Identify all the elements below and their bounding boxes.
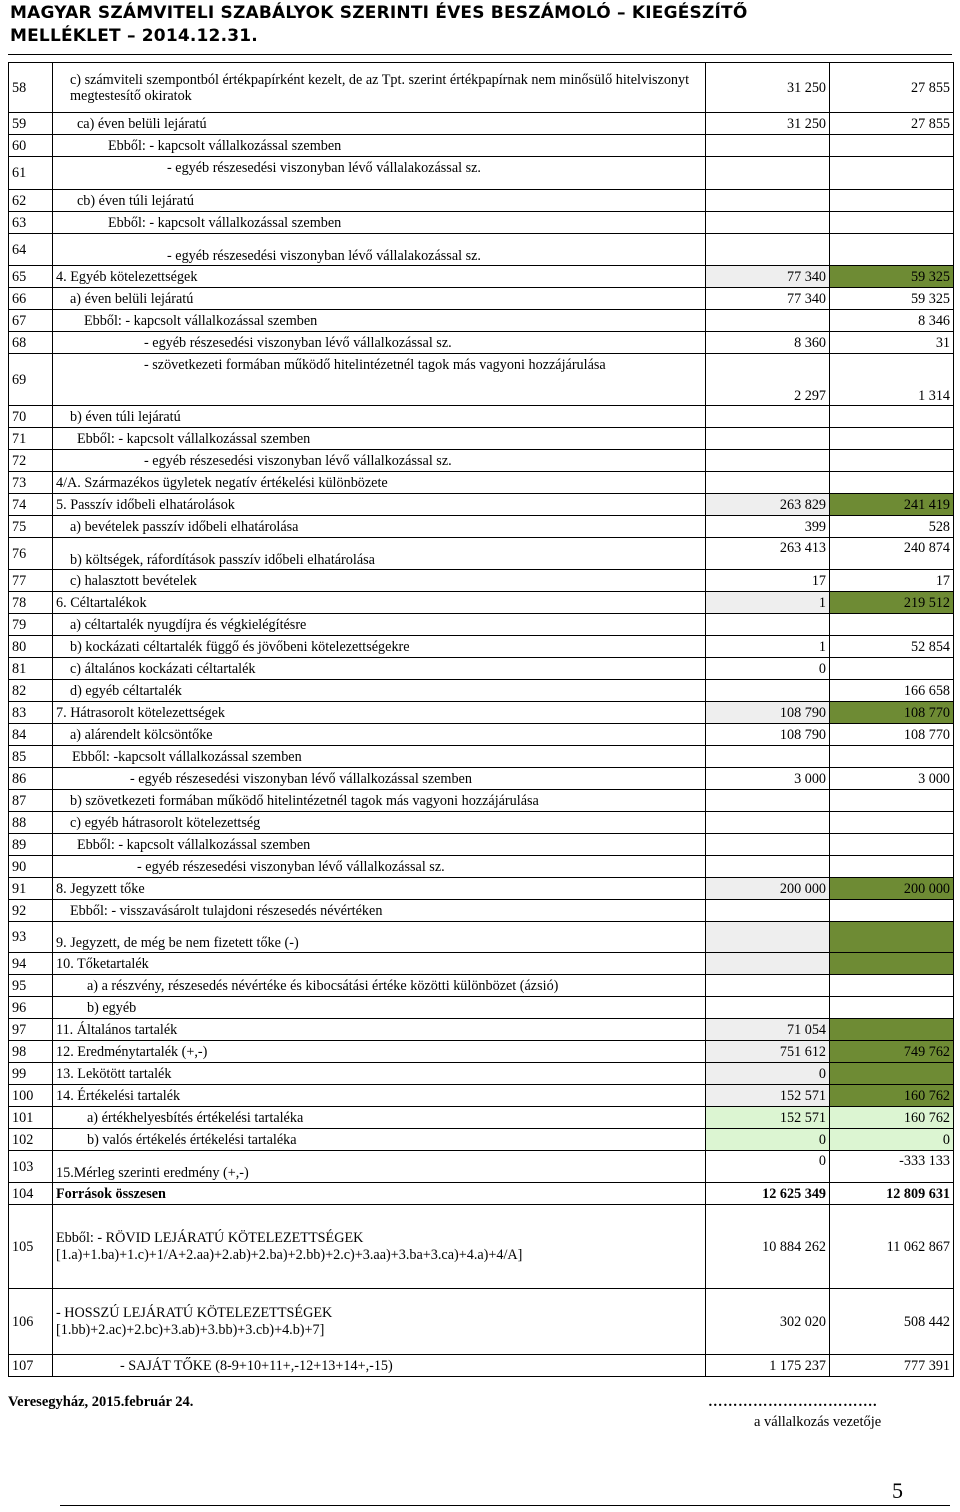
value-current-year: 12 809 631 — [830, 1183, 954, 1205]
value-previous-year — [706, 428, 830, 450]
row-number: 103 — [9, 1151, 53, 1183]
row-label: - HOSSZÚ LEJÁRATÚ KÖTELEZETTSÉGEK [1.bb)+2.ac)+2.bc)+3.ab)+3.bb)+3.cb)+4.b)+7] — [53, 1289, 706, 1355]
value-current-year: 160 762 — [830, 1085, 954, 1107]
row-number: 70 — [9, 406, 53, 428]
table-row — [9, 157, 954, 190]
row-number: 97 — [9, 1019, 53, 1041]
value-current-year: 108 770 — [830, 702, 954, 724]
page-number: 5 — [892, 1478, 903, 1503]
row-number: 100 — [9, 1085, 53, 1107]
value-previous-year — [706, 953, 830, 975]
table-row — [9, 975, 954, 997]
value-current-year: 219 512 — [830, 592, 954, 614]
value-current-year — [830, 135, 954, 157]
value-current-year — [830, 190, 954, 212]
value-previous-year: 302 020 — [706, 1289, 830, 1355]
value-previous-year: 3 000 — [706, 768, 830, 790]
table-row — [9, 1205, 954, 1289]
value-previous-year — [706, 450, 830, 472]
value-previous-year: 2 297 — [706, 354, 830, 406]
row-label: 13. Lekötött tartalék — [53, 1063, 706, 1085]
value-current-year — [830, 997, 954, 1019]
table-row — [9, 856, 954, 878]
row-label: Ebből: - visszavásárolt tulajdoni részesedés névértéken — [53, 900, 706, 922]
row-label: - szövetkezeti formában működő hitelintézetnél tagok más vagyoni hozzájárulása — [53, 354, 706, 406]
row-number: 62 — [9, 190, 53, 212]
table-row — [9, 614, 954, 636]
table-row — [9, 680, 954, 702]
value-current-year: 200 000 — [830, 878, 954, 900]
value-previous-year — [706, 310, 830, 332]
value-current-year: 160 762 — [830, 1107, 954, 1129]
row-label: a) értékhelyesbítés értékelési tartaléka — [53, 1107, 706, 1129]
table-row — [9, 1107, 954, 1129]
value-previous-year: 108 790 — [706, 724, 830, 746]
value-previous-year — [706, 190, 830, 212]
value-current-year: 108 770 — [830, 724, 954, 746]
value-previous-year — [706, 406, 830, 428]
row-number: 88 — [9, 812, 53, 834]
value-current-year: 749 762 — [830, 1041, 954, 1063]
table-row — [9, 332, 954, 354]
row-label: Ebből: - kapcsolt vállalkozással szemben — [53, 428, 706, 450]
table-row — [9, 234, 954, 266]
row-label: 4/A. Származékos ügyletek negatív értékelési különbözete — [53, 472, 706, 494]
table-row — [9, 1129, 954, 1151]
value-current-year — [830, 790, 954, 812]
value-current-year — [830, 975, 954, 997]
row-label: a) a részvény, részesedés névértéke és kibocsátási értéke közötti különbözet (ázsió) — [53, 975, 706, 997]
row-number: 65 — [9, 266, 53, 288]
value-previous-year: 1 — [706, 592, 830, 614]
row-label: b) kockázati céltartalék függő és jövőbeni kötelezettségekre — [53, 636, 706, 658]
value-current-year: 777 391 — [830, 1355, 954, 1377]
row-number: 72 — [9, 450, 53, 472]
row-number: 92 — [9, 900, 53, 922]
row-label: Ebből: - RÖVID LEJÁRATÚ KÖTELEZETTSÉGEK [1.a)+1.ba)+1.c)+1/A+2.aa)+2.ab)+2.ba)+2.bb)+2.c)+3.aa)+3.ba+3.ca)+4.a)+4/A] — [53, 1205, 706, 1289]
row-number: 73 — [9, 472, 53, 494]
row-label: - egyéb részesedési viszonyban lévő vállalkozással sz. — [53, 450, 706, 472]
value-previous-year — [706, 614, 830, 636]
row-number: 106 — [9, 1289, 53, 1355]
value-current-year: -333 133 — [830, 1151, 954, 1183]
row-label: 14. Értékelési tartalék — [53, 1085, 706, 1107]
row-label: 7. Hátrasorolt kötelezettségek — [53, 702, 706, 724]
header-title-line1: MAGYAR SZÁMVITELI SZABÁLYOK SZERINTI ÉVES BESZÁMOLÓ – KIEGÉSZÍTŐ — [10, 3, 748, 23]
table-row — [9, 288, 954, 310]
row-label: 11. Általános tartalék — [53, 1019, 706, 1041]
value-current-year — [830, 746, 954, 768]
value-current-year — [830, 428, 954, 450]
value-current-year — [830, 614, 954, 636]
row-label: c) általános kockázati céltartalék — [53, 658, 706, 680]
value-current-year — [830, 834, 954, 856]
value-previous-year: 0 — [706, 658, 830, 680]
row-number: 87 — [9, 790, 53, 812]
value-current-year: 59 325 — [830, 266, 954, 288]
table-row — [9, 1289, 954, 1355]
row-number: 71 — [9, 428, 53, 450]
value-previous-year: 1 — [706, 636, 830, 658]
row-number: 76 — [9, 538, 53, 570]
value-current-year: 1 314 — [830, 354, 954, 406]
row-label: Ebből: - kapcsolt vállalkozással szemben — [53, 310, 706, 332]
row-number: 68 — [9, 332, 53, 354]
value-current-year: 0 — [830, 1129, 954, 1151]
value-previous-year — [706, 157, 830, 190]
value-current-year: 11 062 867 — [830, 1205, 954, 1289]
header-title-line2: MELLÉKLET – 2014.12.31. — [10, 26, 258, 46]
table-row — [9, 592, 954, 614]
table-row — [9, 494, 954, 516]
row-label: Ebből: - kapcsolt vállalkozással szemben — [53, 834, 706, 856]
row-number: 91 — [9, 878, 53, 900]
row-number: 58 — [9, 63, 53, 113]
value-current-year — [830, 812, 954, 834]
table-row — [9, 900, 954, 922]
value-current-year — [830, 450, 954, 472]
value-current-year — [830, 157, 954, 190]
row-label: a) bevételek passzív időbeli elhatárolása — [53, 516, 706, 538]
balance-sheet-table — [8, 62, 954, 1377]
row-label: Ebből: -kapcsolt vállalkozással szemben — [53, 746, 706, 768]
table-row — [9, 997, 954, 1019]
row-label: c) halasztott bevételek — [53, 570, 706, 592]
value-previous-year — [706, 856, 830, 878]
row-label: b) éven túli lejáratú — [53, 406, 706, 428]
row-number: 102 — [9, 1129, 53, 1151]
row-label: 6. Céltartalékok — [53, 592, 706, 614]
table-row — [9, 834, 954, 856]
value-previous-year: 71 054 — [706, 1019, 830, 1041]
value-previous-year — [706, 135, 830, 157]
row-label: Ebből: - kapcsolt vállalkozással szemben — [53, 212, 706, 234]
row-number: 59 — [9, 113, 53, 135]
table-row — [9, 812, 954, 834]
value-current-year — [830, 472, 954, 494]
value-previous-year — [706, 812, 830, 834]
footer-rule — [60, 1505, 950, 1506]
row-number: 90 — [9, 856, 53, 878]
row-label: - SAJÁT TŐKE (8-9+10+11+,-12+13+14+,-15) — [53, 1355, 706, 1377]
value-current-year — [830, 212, 954, 234]
row-number: 63 — [9, 212, 53, 234]
value-previous-year — [706, 212, 830, 234]
table-row — [9, 1085, 954, 1107]
value-previous-year — [706, 922, 830, 953]
value-previous-year: 108 790 — [706, 702, 830, 724]
table-row — [9, 1063, 954, 1085]
row-label: 9. Jegyzett, de még be nem fizetett tőke (-) — [53, 922, 706, 953]
value-current-year: 52 854 — [830, 636, 954, 658]
value-current-year: 240 874 — [830, 538, 954, 570]
table-row — [9, 190, 954, 212]
value-previous-year: 0 — [706, 1063, 830, 1085]
row-label: c) számviteli szempontból értékpapírként kezelt, de az Tpt. szerint értékpapírnak nem minősülő hitelviszonyt megtestesítő okiratok — [53, 63, 706, 113]
row-label: Források összesen — [53, 1183, 706, 1205]
table-row — [9, 1151, 954, 1183]
table-row — [9, 63, 954, 113]
value-previous-year: 751 612 — [706, 1041, 830, 1063]
value-previous-year: 0 — [706, 1129, 830, 1151]
row-label: d) egyéb céltartalék — [53, 680, 706, 702]
row-number: 82 — [9, 680, 53, 702]
table-row — [9, 212, 954, 234]
value-current-year — [830, 658, 954, 680]
row-number: 78 — [9, 592, 53, 614]
value-previous-year: 152 571 — [706, 1107, 830, 1129]
row-label: a) éven belüli lejáratú — [53, 288, 706, 310]
place-date: Veresegyház, 2015.február 24. — [8, 1394, 194, 1410]
row-number: 83 — [9, 702, 53, 724]
row-number: 60 — [9, 135, 53, 157]
value-previous-year — [706, 790, 830, 812]
value-current-year — [830, 1019, 954, 1041]
row-label: - egyéb részesedési viszonyban lévő vállalkozással szemben — [53, 768, 706, 790]
row-number: 101 — [9, 1107, 53, 1129]
table-row — [9, 724, 954, 746]
row-label: - egyéb részesedési viszonyban lévő vállalkozással sz. — [53, 332, 706, 354]
row-label: Ebből: - kapcsolt vállalkozással szemben — [53, 135, 706, 157]
row-number: 64 — [9, 234, 53, 266]
value-current-year: 31 — [830, 332, 954, 354]
row-label: 12. Eredménytartalék (+,-) — [53, 1041, 706, 1063]
value-current-year: 166 658 — [830, 680, 954, 702]
value-current-year — [830, 856, 954, 878]
value-current-year: 528 — [830, 516, 954, 538]
value-previous-year: 200 000 — [706, 878, 830, 900]
row-number: 67 — [9, 310, 53, 332]
row-number: 96 — [9, 997, 53, 1019]
row-label: a) alárendelt kölcsöntőke — [53, 724, 706, 746]
value-previous-year: 152 571 — [706, 1085, 830, 1107]
value-previous-year — [706, 234, 830, 266]
value-current-year — [830, 1063, 954, 1085]
table-row — [9, 658, 954, 680]
table-row — [9, 428, 954, 450]
row-number: 104 — [9, 1183, 53, 1205]
row-label: 4. Egyéb kötelezettségek — [53, 266, 706, 288]
signature-label: a vállalkozás vezetője — [754, 1414, 882, 1430]
table-row — [9, 450, 954, 472]
row-number: 79 — [9, 614, 53, 636]
row-label: - egyéb részesedési viszonyban lévő vállalkozással sz. — [53, 856, 706, 878]
value-previous-year: 263 413 — [706, 538, 830, 570]
row-label: c) egyéb hátrasorolt kötelezettség — [53, 812, 706, 834]
table-row — [9, 472, 954, 494]
value-previous-year — [706, 680, 830, 702]
row-number: 66 — [9, 288, 53, 310]
row-number: 81 — [9, 658, 53, 680]
row-number: 75 — [9, 516, 53, 538]
table-row — [9, 1355, 954, 1377]
row-label: cb) éven túli lejáratú — [53, 190, 706, 212]
value-previous-year: 10 884 262 — [706, 1205, 830, 1289]
table-row — [9, 746, 954, 768]
value-previous-year: 31 250 — [706, 113, 830, 135]
value-previous-year: 31 250 — [706, 63, 830, 113]
table-row — [9, 878, 954, 900]
table-row — [9, 310, 954, 332]
value-previous-year — [706, 746, 830, 768]
value-current-year: 27 855 — [830, 63, 954, 113]
value-previous-year: 77 340 — [706, 288, 830, 310]
table-row — [9, 702, 954, 724]
document-header — [10, 2, 950, 48]
value-current-year: 59 325 — [830, 288, 954, 310]
table-row — [9, 636, 954, 658]
row-number: 107 — [9, 1355, 53, 1377]
value-previous-year — [706, 975, 830, 997]
value-previous-year — [706, 834, 830, 856]
row-number: 86 — [9, 768, 53, 790]
value-current-year: 8 346 — [830, 310, 954, 332]
value-current-year: 241 419 — [830, 494, 954, 516]
table-row — [9, 1183, 954, 1205]
value-previous-year: 1 175 237 — [706, 1355, 830, 1377]
row-label: b) valós értékelés értékelési tartaléka — [53, 1129, 706, 1151]
row-number: 85 — [9, 746, 53, 768]
value-current-year — [830, 922, 954, 953]
table-row — [9, 953, 954, 975]
row-number: 74 — [9, 494, 53, 516]
row-label: 8. Jegyzett tőke — [53, 878, 706, 900]
value-previous-year: 0 — [706, 1151, 830, 1183]
value-previous-year: 17 — [706, 570, 830, 592]
row-label: b) szövetkezeti formában működő hitelintézetnél tagok más vagyoni hozzájárulása — [53, 790, 706, 812]
value-current-year — [830, 406, 954, 428]
row-number: 80 — [9, 636, 53, 658]
value-previous-year — [706, 900, 830, 922]
value-current-year — [830, 953, 954, 975]
header-divider — [8, 54, 952, 55]
table-row — [9, 1019, 954, 1041]
row-label: a) céltartalék nyugdíjra és végkielégítésre — [53, 614, 706, 636]
table-row — [9, 538, 954, 570]
value-previous-year: 263 829 — [706, 494, 830, 516]
row-label: - egyéb részesedési viszonyban lévő vállalakozással sz. — [53, 234, 706, 266]
value-previous-year: 399 — [706, 516, 830, 538]
value-previous-year — [706, 997, 830, 1019]
value-previous-year: 8 360 — [706, 332, 830, 354]
table-row — [9, 768, 954, 790]
row-number: 99 — [9, 1063, 53, 1085]
table-row — [9, 354, 954, 406]
row-number: 105 — [9, 1205, 53, 1289]
table-row — [9, 516, 954, 538]
row-number: 98 — [9, 1041, 53, 1063]
table-row — [9, 266, 954, 288]
table-row — [9, 790, 954, 812]
row-number: 95 — [9, 975, 53, 997]
table-row — [9, 922, 954, 953]
row-number: 61 — [9, 157, 53, 190]
row-number: 94 — [9, 953, 53, 975]
value-previous-year — [706, 472, 830, 494]
row-label: b) egyéb — [53, 997, 706, 1019]
row-label: 15.Mérleg szerinti eredmény (+,-) — [53, 1151, 706, 1183]
value-current-year — [830, 900, 954, 922]
signature-line: ……………………………. — [708, 1394, 878, 1410]
row-number: 77 — [9, 570, 53, 592]
row-number: 89 — [9, 834, 53, 856]
value-current-year: 17 — [830, 570, 954, 592]
table-row — [9, 113, 954, 135]
row-label: b) költségek, ráfordítások passzív időbeli elhatárolása — [53, 538, 706, 570]
value-previous-year: 77 340 — [706, 266, 830, 288]
row-label: 10. Tőketartalék — [53, 953, 706, 975]
value-current-year: 508 442 — [830, 1289, 954, 1355]
value-previous-year: 12 625 349 — [706, 1183, 830, 1205]
row-label: 5. Passzív időbeli elhatárolások — [53, 494, 706, 516]
row-number: 84 — [9, 724, 53, 746]
row-label: - egyéb részesedési viszonyban lévő vállalakozással sz. — [53, 157, 706, 190]
value-current-year: 27 855 — [830, 113, 954, 135]
row-number: 93 — [9, 922, 53, 953]
balance-sheet-body — [9, 63, 954, 1377]
table-row — [9, 406, 954, 428]
value-current-year — [830, 234, 954, 266]
row-number: 69 — [9, 354, 53, 406]
table-row — [9, 135, 954, 157]
table-row — [9, 570, 954, 592]
value-current-year: 3 000 — [830, 768, 954, 790]
row-label: ca) éven belüli lejáratú — [53, 113, 706, 135]
table-row — [9, 1041, 954, 1063]
